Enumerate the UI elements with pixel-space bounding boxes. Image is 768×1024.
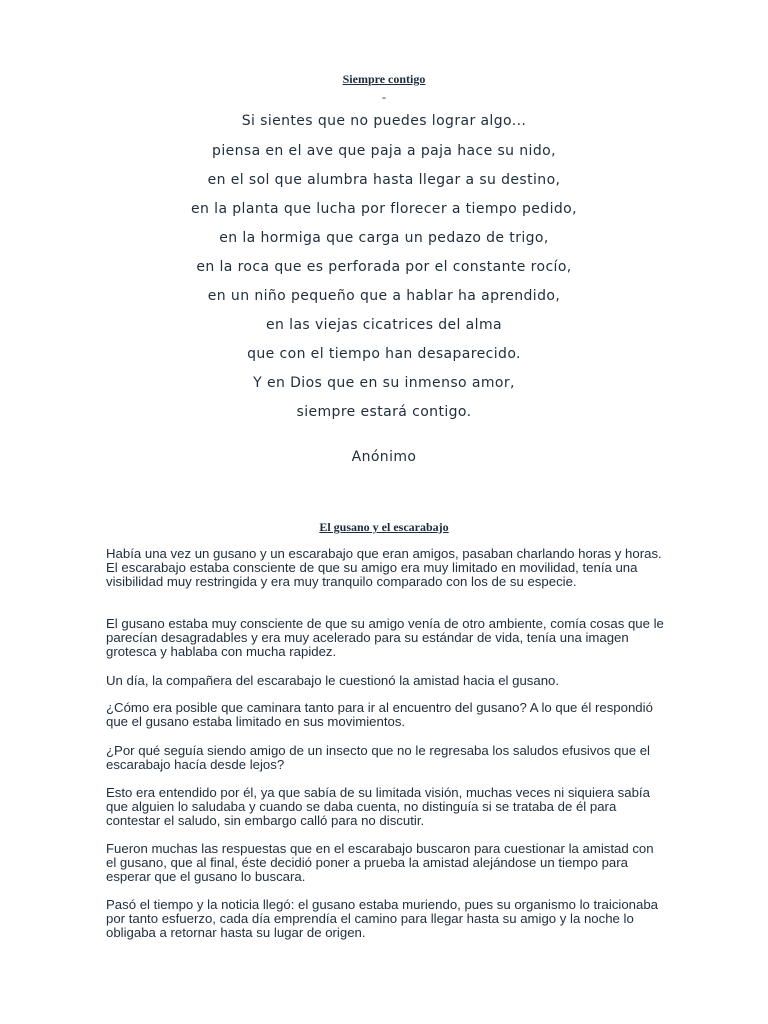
- poem-line: en la planta que lucha por florecer a tiempo pedido,: [191, 201, 577, 217]
- poem-author: Anónimo: [351, 449, 417, 465]
- poem-title: Siempre contigo: [342, 72, 426, 86]
- story-paragraph: ¿Por qué seguía siendo amigo de un insecto que no le regresaba los saludos efusivos que el escarabajo hacía desde lejos?: [106, 743, 650, 772]
- story-paragraph: Pasó el tiempo y la noticia llegó: el gusano estaba muriendo, pues su organismo lo traicionaba por tanto esfuerzo, cada día emprendía el camino para llegar hasta su amigo y la noche lo obligaba a retornar hasta su lugar de origen.: [106, 897, 659, 940]
- poem-line: que con el tiempo han desaparecido.: [247, 346, 521, 362]
- story-title: El gusano y el escarabajo: [319, 520, 449, 534]
- poem-line: en las viejas cicatrices del alma: [266, 317, 502, 333]
- poem-line: Si sientes que no puedes lograr algo...: [241, 113, 527, 129]
- poem-line: en la roca que es perforada por el constante rocío,: [196, 259, 572, 275]
- story-paragraph: Esto era entendido por él, ya que sabía de su limitada visión, muchas veces ni siquiera sabía que alguien lo saludaba y cuando se daba cuenta, no distinguía si se trataba de él para contestar el saludo, sin embargo calló para no discutir.: [106, 785, 650, 828]
- poem-line: en el sol que alumbra hasta llegar a su destino,: [207, 172, 561, 188]
- poem-line: siempre estará contigo.: [296, 404, 472, 420]
- poem-line: Y en Dios que en su inmenso amor,: [253, 375, 515, 391]
- poem-line: en la hormiga que carga un pedazo de trigo,: [219, 230, 549, 246]
- story-paragraph: ¿Cómo era posible que caminara tanto para ir al encuentro del gusano? A lo que él respondió que el gusano estaba limitado en sus movimientos.: [106, 700, 653, 729]
- story-paragraph: Fueron muchas las respuestas que en el escarabajo buscaron para cuestionar la amistad con el gusano, que al final, éste decidió poner a prueba la amistad alejándose un tiempo para esperar que el gusano lo buscara.: [106, 841, 654, 884]
- poem-line: en un niño pequeño que a hablar ha aprendido,: [207, 288, 561, 304]
- story-paragraph: Un día, la compañera del escarabajo le cuestionó la amistad hacia el gusano.: [106, 673, 560, 688]
- poem-dash: -: [382, 90, 386, 104]
- story-paragraph: Había una vez un gusano y un escarabajo que eran amigos, pasaban charlando horas y horas. El escarabajo estaba consciente de que su amigo era muy limitado en movilidad, tenía una visibilidad muy restringida y era muy tranquilo comparado con los de su especie.: [106, 546, 662, 589]
- poem-line: piensa en el ave que paja a paja hace su nido,: [212, 143, 556, 159]
- story-paragraph: El gusano estaba muy consciente de que su amigo venía de otro ambiente, comía cosas que le parecían desagradables y era muy acelerado para su estándar de vida, tenía una imagen grotesca y hablaba con mucha rapidez.: [106, 616, 664, 659]
